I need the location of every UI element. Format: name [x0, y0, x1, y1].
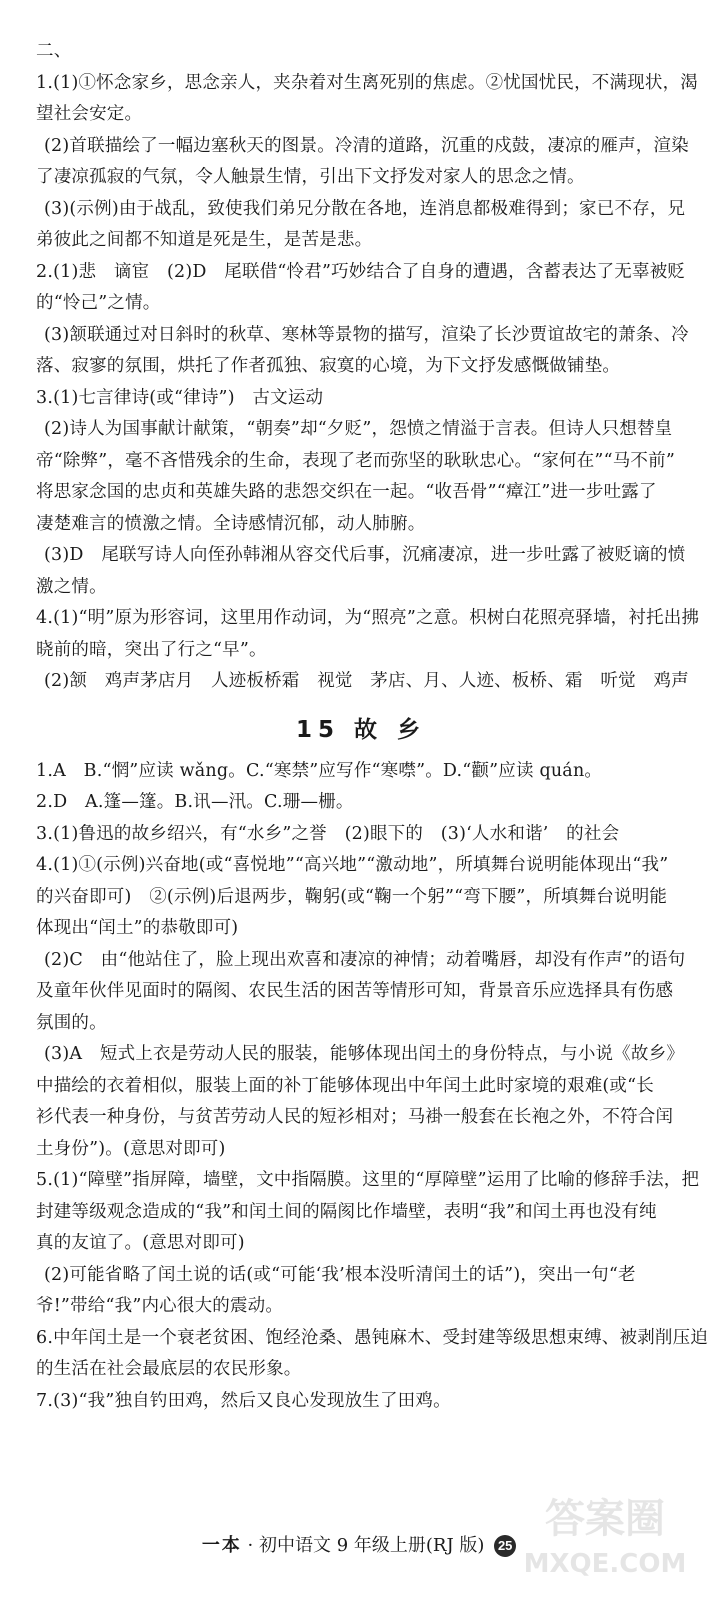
answer-line: 1.A B.“惘”应读 wǎng。C.“寒禁”应写作“寒噤”。D.“颧”应读 quán。: [36, 760, 603, 781]
section-title: 15 故 乡: [295, 716, 427, 743]
answer-line: 及童年伙伴见面时的隔阂、农民生活的困苦等情形可知，背景音乐应选择具有伤感: [36, 981, 674, 1001]
answer-line: 帝“除弊”，毫不吝惜残余的生命，表现了老而弥坚的耿耿忠心。“家何在”“马不前”: [36, 450, 675, 471]
answer-line: 4.(1)①(示例)兴奋地(或“喜悦地”“高兴地”“激动地”，所填舞台说明能体现出“我”: [36, 855, 669, 875]
answer-line: 体现出“闰土”的恭敬即可): [36, 918, 239, 938]
answer-line: 的“怜己”之情。: [36, 293, 161, 313]
answer-line: 7.(3)“我”独自钓田鸡，然后又良心发现放生了田鸡。: [36, 1390, 451, 1411]
answer-line: (2)颔 鸡声茅店月 人迹板桥霜 视觉 茅店、月、人迹、板桥、霜 听觉 鸡声: [44, 671, 689, 691]
answer-line: 的生活在社会最底层的农民形象。: [36, 1359, 302, 1379]
answer-line: 氛围的。: [36, 1012, 107, 1033]
answer-line: 2.D A.篷—篷。B.讯—汛。C.珊—栅。: [36, 792, 354, 812]
answer-line: (2)C 由“他站住了，脸上现出欢喜和凄凉的神情；动着嘴唇，却没有作声”的语句: [44, 949, 686, 970]
answer-line: 2.(1)悲 谪宦 (2)D 尾联借“怜君”巧妙结合了自身的遭遇，含蓄表达了无辜被贬: [36, 261, 686, 282]
answer-line: (3)D 尾联写诗人向侄孙韩湘从容交代后事，沉痛凄凉，进一步吐露了被贬谪的愤: [44, 545, 686, 565]
watermark-text-top: 答案圈: [545, 1496, 665, 1542]
poetry-answers-block: [36, 36, 700, 698]
watermark-logo: [510, 1484, 700, 1584]
answer-line: 弟彼此之间都不知道是死是生，是苦是悲。: [36, 230, 373, 250]
answer-line: 6.中年闰土是一个衰老贫困、饱经沧桑、愚钝麻木、受封建等级思想束缚、被剥削压迫: [36, 1327, 708, 1348]
answer-line: (3)(示例)由于战乱，致使我们弟兄分散在各地，连消息都极难得到；家已不存，兄: [44, 198, 686, 219]
answer-line: 衫代表一种身份，与贫苦劳动人民的短衫相对；马褂一般套在长袍之外，不符合闰: [36, 1107, 674, 1127]
answer-line: 真的友谊了。(意思对即可): [36, 1233, 245, 1253]
answer-line: 5.(1)“障壁”指屏障，墙壁，文中指隔膜。这里的“厚障壁”运用了比喻的修辞手法，把: [36, 1170, 700, 1190]
answer-line: 的兴奋即可) ②(示例)后退两步，鞠躬(或“鞠一个躬”“弯下腰”，所填舞台说明能: [36, 886, 668, 907]
answer-line: 将思家念国的忠贞和英雄失路的悲怨交织在一起。“收吾骨”“瘴江”进一步吐露了: [36, 482, 657, 502]
answer-line: 落、寂寥的氛围，烘托了作者孤独、寂寞的心境，为下文抒发感慨做铺垫。: [36, 356, 621, 376]
footer-dot: ·: [247, 1535, 254, 1556]
answer-content: [36, 36, 708, 1417]
answer-line: (3)A 短式上衣是劳动人民的服装，能够体现出闰土的身份特点，与小说《故乡》: [44, 1044, 685, 1064]
answer-line: (2)首联描绘了一幅边塞秋天的图景。冷清的道路，沉重的戍鼓，凄凉的雁声，渲染: [44, 135, 689, 156]
answer-line: 3.(1)七言律诗(或“律诗”) 古文运动: [36, 387, 324, 408]
footer-book-title: 初中语文 9 年级上册(RJ 版): [259, 1535, 485, 1556]
page-number-badge: 25: [494, 1535, 516, 1557]
answer-line: 封建等级观念造成的“我”和闰土间的隔阂比作墙壁，表明“我”和闰土再也没有纯: [36, 1201, 657, 1222]
answer-line: 了凄凉孤寂的气氛，令人触景生情，引出下文抒发对家人的思念之情。: [36, 167, 585, 187]
answer-line: (2)可能省略了闰土说的话(或“可能‘我’根本没听清闰土的话”)，突出一句“老: [44, 1264, 636, 1285]
answer-line: 4.(1)“明”原为形容词，这里用作动词，为“照亮”之意。枳树白花照亮驿墙，衬托出拂: [36, 608, 700, 628]
answer-line: 凄楚难言的愤激之情。全诗感情沉郁，动人肺腑。: [36, 513, 426, 534]
answer-line: 二、: [36, 41, 72, 61]
footer-brand: 一本: [201, 1535, 242, 1556]
answer-line: (3)颔联通过对日斜时的秋草、寒林等景物的描写，渲染了长沙贾谊故宅的萧条、冷: [44, 324, 689, 345]
answer-line: 望社会安定。: [36, 104, 143, 124]
answer-line: 晓前的暗，突出了行之“早”。: [36, 639, 267, 660]
answer-line: 爷!”带给“我”内心很大的震动。: [36, 1296, 284, 1316]
answer-line: (2)诗人为国事献计献策，“朝奏”却“夕贬”，怨愤之情溢于言表。但诗人只想替皇: [44, 419, 673, 439]
answer-line: 土身份”)。(意思对即可): [36, 1138, 226, 1159]
guxiang-answers-block: [36, 756, 708, 1418]
answer-line: 3.(1)鲁迅的故乡绍兴，有“水乡”之誉 (2)眼下的 (3)‘人水和谐’ 的社会: [36, 823, 620, 844]
answer-line: 激之情。: [36, 576, 107, 597]
answer-line: 中描绘的衣着相似，服装上面的补丁能够体现出中年闰土此时家境的艰难(或“长: [36, 1075, 654, 1096]
answer-line: 1.(1)①怀念家乡，思念亲人，夹杂着对生离死别的焦虑。②忧国忧民，不满现状，渴: [36, 72, 698, 93]
watermark-text-bottom: MXQE.COM: [523, 1549, 687, 1579]
